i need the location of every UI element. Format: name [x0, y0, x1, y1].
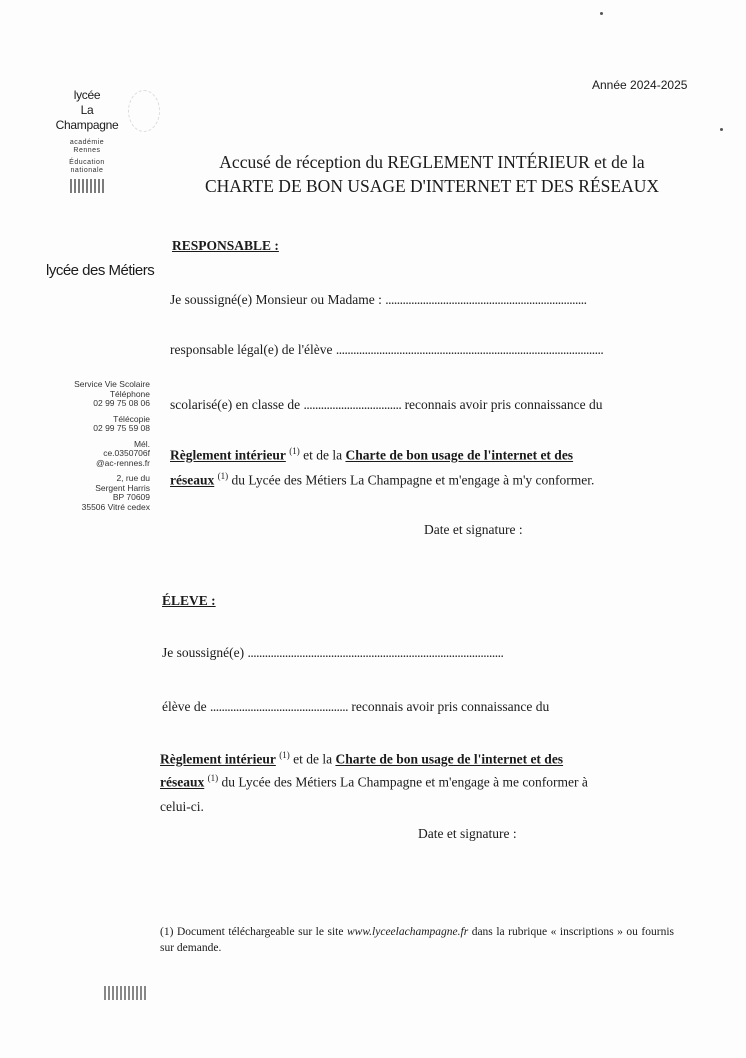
service-label: Service Vie Scolaire: [74, 379, 150, 389]
eleve-classe-line: [162, 699, 549, 715]
scan-mark: [600, 12, 603, 15]
eleve-name-line: [162, 645, 503, 661]
engagement-text: du Lycée des Métiers La Champagne et m'engage à me conformer à: [221, 774, 588, 790]
contact-sidebar: [40, 380, 150, 518]
mail-value-2: @ac-rennes.fr: [96, 457, 150, 468]
eleve-engagement-line-2: celui-ci.: [160, 799, 204, 814]
responsable-name-field[interactable]: ......................................................................: [385, 292, 587, 307]
address-line-3: BP 70609: [112, 492, 150, 502]
responsable-engagement-line: [170, 471, 594, 489]
responsable-signature[interactable]: Date et signature :: [424, 522, 523, 537]
address-line-1: 2, rue du: [116, 473, 150, 483]
address-line-2: Sergent Harris: [95, 482, 150, 493]
charte-link: Charte de bon usage de l'internet et des: [335, 751, 564, 767]
et-de-la-text: et de la: [303, 447, 343, 463]
eleve-classe-field[interactable]: ................................................: [209, 699, 348, 714]
engagement-text: du Lycée des Métiers La Champagne et m'engage à m'y conformer.: [231, 472, 595, 488]
footnote-suffix: dans la rubrique « inscriptions » ou fournis sur demande.: [160, 926, 674, 954]
logo-text-nationale: nationale: [70, 167, 104, 174]
seal-icon: [128, 90, 160, 132]
title-line-2: CHARTE DE BON USAGE D'INTERNET ET DES RÉSEAUX: [204, 176, 660, 196]
responsable-eleve-line: [170, 342, 603, 358]
logo-text-name: La Champagne: [55, 103, 119, 132]
responsable-eleve-label: responsable légal(e) de l'élève: [170, 342, 333, 357]
footnote-ref: (1): [289, 446, 300, 456]
reseaux-link: réseaux: [160, 774, 205, 790]
eleve-name-label: Je soussigné(e): [162, 645, 245, 660]
responsable-classe-field[interactable]: ..................................: [303, 397, 402, 412]
et-de-la-text: et de la: [293, 751, 333, 767]
responsable-heading: RESPONSABLE :: [172, 238, 279, 253]
school-logo: [52, 88, 122, 193]
footnote-prefix: (1) Document téléchargeable sur le site: [160, 926, 344, 938]
eleve-classe-label: élève de: [162, 699, 207, 714]
footnote-ref: (1): [279, 750, 290, 760]
title-line-1: Accusé de réception du REGLEMENT INTÉRIEUR et de la: [219, 152, 645, 172]
footnote: [160, 924, 674, 956]
website-link[interactable]: www.lyceelachampagne.fr: [347, 926, 469, 938]
eleve-classe-end: reconnais avoir pris connaissance du: [351, 699, 550, 714]
logo-text-rennes: Rennes: [73, 147, 101, 154]
school-year: Année 2024-2025: [592, 78, 688, 92]
footnote-ref: (1): [217, 471, 229, 481]
charte-link: Charte de bon usage de l'internet et des: [345, 447, 574, 463]
republique-emblem-icon: [104, 986, 148, 1000]
logo-text-lycee: lycée: [73, 88, 101, 102]
republique-emblem-icon: [70, 179, 104, 193]
tel-value: 02 99 75 08 06: [93, 398, 150, 408]
eleve-heading: ÉLEVE :: [162, 593, 216, 608]
eleve-name-field[interactable]: .........................................................................................: [247, 645, 504, 660]
eleve-reglement-line: [160, 750, 563, 768]
mail-label: Mél.: [133, 438, 150, 449]
fax-value: 02 99 75 59 08: [93, 423, 150, 433]
responsable-name-label: Je soussigné(e) Monsieur ou Madame :: [170, 292, 382, 307]
responsable-classe-line: [170, 397, 603, 413]
logo-text-academie: académie: [69, 139, 105, 146]
responsable-name-line: [170, 292, 586, 308]
eleve-signature[interactable]: Date et signature :: [418, 826, 517, 841]
responsable-classe-end: reconnais avoir pris connaissance du: [404, 397, 603, 412]
reglement-interieur-link: Règlement intérieur: [170, 447, 286, 463]
responsable-classe-label: scolarisé(e) en classe de: [170, 397, 301, 412]
tel-label: Téléphone: [109, 388, 150, 399]
fax-label: Télécopie: [113, 413, 150, 424]
footnote-ref: (1): [207, 773, 219, 783]
responsable-reglement-line: [170, 446, 573, 464]
address-line-4: 35506 Vitré cedex: [81, 501, 150, 512]
eleve-engagement-line: [160, 773, 588, 791]
logo-text-education: Éducation: [69, 159, 105, 166]
reglement-interieur-link: Règlement intérieur: [160, 751, 276, 767]
scan-mark: [720, 128, 723, 131]
document-title: [182, 150, 682, 198]
lycee-des-metiers-logo: lycée des Métiers: [46, 262, 155, 279]
mail-value-1: ce.0350706f: [103, 448, 150, 458]
responsable-eleve-field[interactable]: .............................................................................................: [335, 342, 604, 357]
reseaux-link: réseaux: [170, 472, 215, 488]
